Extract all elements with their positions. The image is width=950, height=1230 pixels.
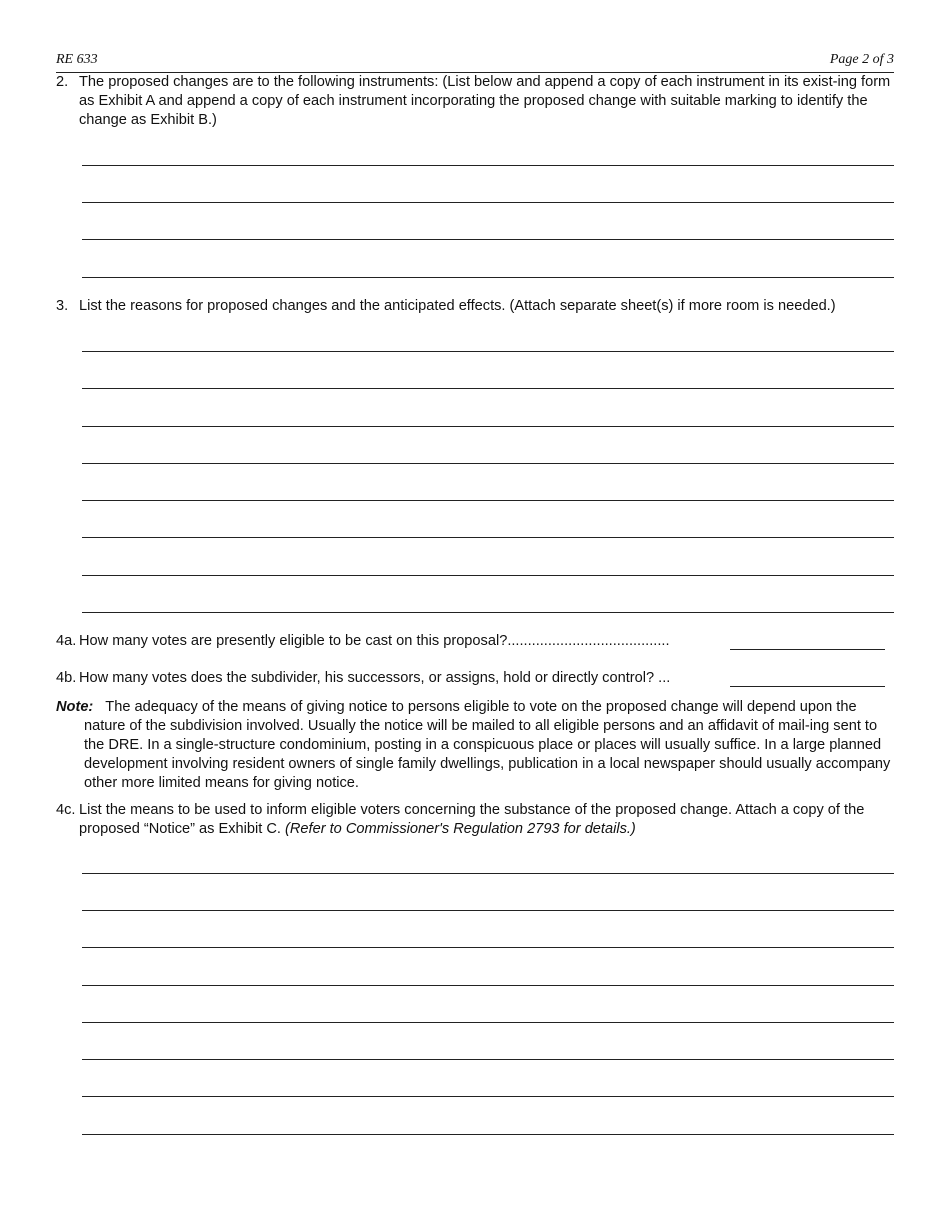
- item-text: How many votes are presently eligible to be cast on this proposal?........................................: [79, 633, 670, 649]
- answer-line-2-2[interactable]: [82, 202, 894, 203]
- answer-line-4c-3[interactable]: [82, 947, 894, 948]
- form-id: RE 633: [56, 52, 98, 67]
- answer-line-4c-5[interactable]: [82, 1022, 894, 1023]
- answer-line-4c-6[interactable]: [82, 1059, 894, 1060]
- item-number: 4a.: [56, 633, 77, 649]
- answer-line-3-5[interactable]: [82, 500, 894, 501]
- answer-line-3-7[interactable]: [82, 575, 894, 576]
- answer-line-2-3[interactable]: [82, 239, 894, 240]
- item-number: 4b.: [56, 670, 77, 686]
- note-label: Note:: [56, 699, 94, 715]
- item-number: 2.: [56, 74, 69, 90]
- answer-line-2-4[interactable]: [82, 277, 894, 278]
- item-2: [56, 73, 894, 130]
- note-paragraph: [56, 698, 892, 793]
- item-text: How many votes does the subdivider, his successors, or assigns, hold or directly control? ...: [79, 670, 671, 686]
- page-header: [56, 52, 894, 73]
- answer-line-4c-8[interactable]: [82, 1134, 894, 1135]
- answer-line-3-1[interactable]: [82, 351, 894, 352]
- note-text: The adequacy of the means of giving notice to persons eligible to vote on the proposed change will depend upon the nature of the subdivision involved. Usually the notice will be mailed to all eligible persons and an affidavit of mail-ing sent to the DRE. In a single-structure condominium, posting in a conspicuous place or places will usually suffice. In a large planned development involving resident owners of single family dwellings, publication in a local newspaper should usually accompany other more limited means for giving notice.: [84, 699, 891, 791]
- answer-line-3-8[interactable]: [82, 612, 894, 613]
- item-4c: [56, 801, 894, 839]
- answer-line-4c-1[interactable]: [82, 873, 894, 874]
- answer-line-3-2[interactable]: [82, 388, 894, 389]
- regulation-reference: (Refer to Commissioner's Regulation 2793 for details.): [285, 821, 636, 837]
- page-number: Page 2 of 3: [829, 52, 894, 67]
- item-text: List the reasons for proposed changes and the anticipated effects. (Attach separate sheet(s) if more room is needed.): [79, 298, 836, 314]
- item-number: 3.: [56, 298, 69, 314]
- answer-line-2-1[interactable]: [82, 165, 894, 166]
- item-3: [56, 297, 894, 316]
- answer-line-4c-4[interactable]: [82, 985, 894, 986]
- answer-line-3-6[interactable]: [82, 537, 894, 538]
- answer-line-4c-2[interactable]: [82, 910, 894, 911]
- answer-line-4c-7[interactable]: [82, 1096, 894, 1097]
- answer-line-3-4[interactable]: [82, 463, 894, 464]
- answer-line-3-3[interactable]: [82, 426, 894, 427]
- item-text: List the means to be used to inform eligible voters concerning the substance of the proposed change. Attach a copy of the proposed “Notice” as Exhibit C.: [79, 802, 865, 837]
- item-text: The proposed changes are to the following instruments: (List below and append a copy of each instrument in its exist-ing form as Exhibit A and append a copy of each instrument incorporating the proposed change with suitable marking to identify the change as Exhibit B.): [79, 74, 891, 128]
- answer-field-4b[interactable]: [730, 686, 885, 687]
- answer-field-4a[interactable]: [730, 649, 885, 650]
- item-number: 4c.: [56, 802, 76, 818]
